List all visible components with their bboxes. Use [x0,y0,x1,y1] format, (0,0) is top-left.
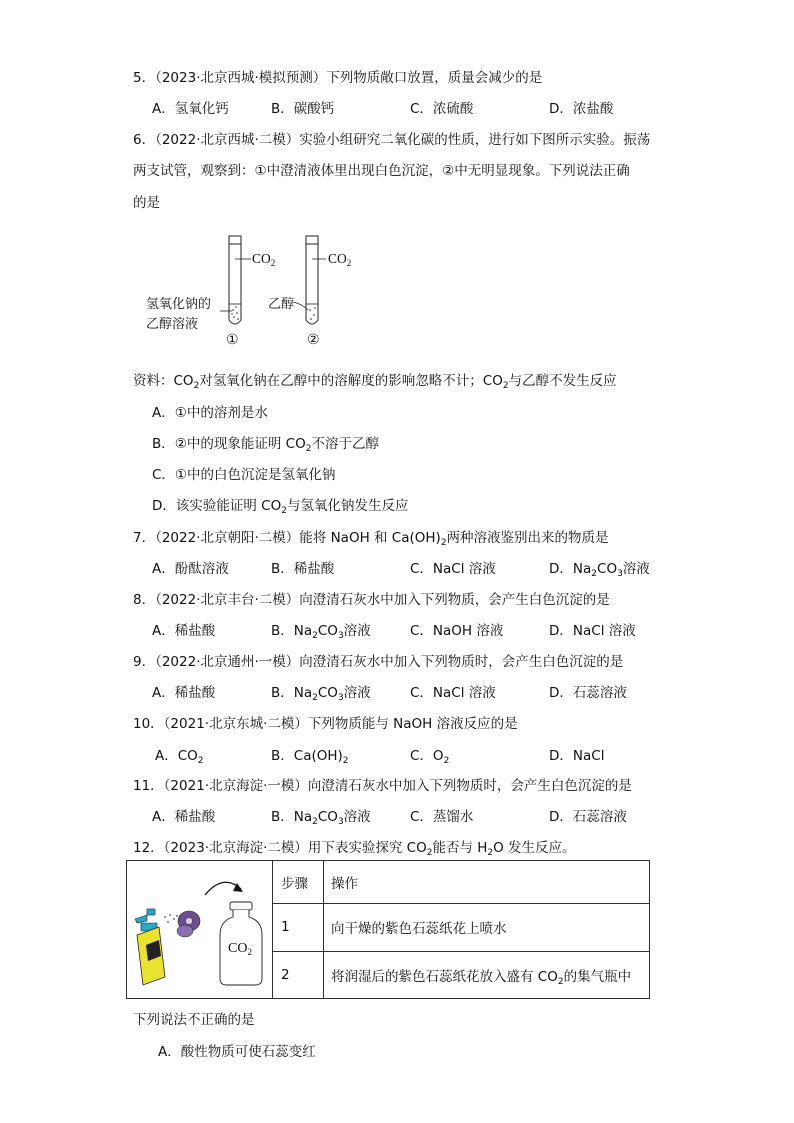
tube1-body [229,244,241,324]
q11-option-d: D．石蕊溶液 [549,809,627,825]
tube2-stopper [306,236,318,244]
q12-steps-table [126,860,650,999]
q9-option-c: C．NaCl 溶液 [410,685,496,701]
q5-option-a: A．氢氧化钙 [152,101,229,117]
table-row1-step: 1 [273,904,324,951]
spray-bottle-and-gas-jar-illustration [127,861,272,998]
table-row2-step: 2 [273,951,324,998]
gas-jar-co2-label: $CO_2$ [228,941,252,957]
q10-option-d: D．NaCl [549,748,605,764]
q5-option-b: B．碳酸钙 [271,101,335,117]
q10-option-a: A．$CO_2$ [155,748,204,766]
tube2-body [306,244,318,324]
table-header-step: 步骤 [273,861,324,904]
q6-stem-line1: 6．（2022·北京西城·二模）实验小组研究二氧化碳的性质，进行如下图所示实验。振荡 [133,132,651,148]
table-header-operation: 操作 [324,861,650,904]
tube1-co2-label: $CO_2$ [252,251,276,268]
tube1-stopper [229,236,241,244]
q8-stem: 8．（2022·北京丰台·二模）向澄清石灰水中加入下列物质，会产生白色沉淀的是 [133,592,610,608]
q8-option-d: D．NaCl 溶液 [549,623,636,639]
q7-option-c: C．NaCl 溶液 [410,561,496,577]
q7-option-b: B．稀盐酸 [271,561,335,577]
q6-option-a: A．①中的溶剂是水 [152,405,268,421]
tube1-solution-label-line2: 乙醇溶液 [146,317,199,332]
q7-option-d: D．$Na_2CO_3$溶液 [549,561,650,579]
tube1-number: ① [226,332,239,348]
test-tubes-diagram [140,232,370,352]
q6-stem-line2: 两支试管，观察到：①中澄清液体里出现白色沉淀，②中无明显现象。下列说法正确 [133,163,630,179]
q9-option-d: D．石蕊溶液 [549,685,627,701]
q5-option-d: D．浓盐酸 [549,101,614,117]
tube2-number: ② [307,332,320,348]
q11-stem: 11．（2021·北京海淀·一模）向澄清石灰水中加入下列物质时，会产生白色沉淀的是 [133,778,632,794]
q12-option-a: A．酸性物质可使石蕊变红 [158,1044,316,1060]
q6-stem-line3: 的是 [133,195,160,211]
q11-option-a: A．稀盐酸 [152,809,216,825]
gas-jar-stopper [230,902,252,910]
q10-option-c: C．$O_2$ [410,748,450,766]
q6-option-d: D．该实验能证明 $CO_2$与氢氧化钠发生反应 [152,498,409,516]
q10-option-b: B．$Ca(OH)_2$ [271,748,349,766]
q9-option-b: B．$Na_2CO_3$溶液 [271,685,371,703]
q7-option-a: A．酚酞溶液 [152,561,229,577]
q5-stem: 5．（2023·北京西城·模拟预测）下列物质敞口放置，质量会减少的是 [133,70,543,86]
table-row1-operation: 向干燥的紫色石蕊纸花上喷水 [324,904,650,951]
q9-stem: 9．（2022·北京通州·一模）向澄清石灰水中加入下列物质时，会产生白色沉淀的是 [133,654,624,670]
q12-experiment-image [127,861,273,999]
q6-note: 资料：$CO_2$对氢氧化钠在乙醇中的溶解度的影响忽略不计；$CO_2$与乙醇不发生反应 [133,373,617,391]
q6-option-b: B．②中的现象能证明 $CO_2$不溶于乙醇 [152,436,379,454]
q12-stem: 12．（2023·北京海淀·二模）用下表实验探究 $CO_2$能否与 $H_2O$ 发生反应。 [133,840,576,858]
q7-stem: 7．（2022·北京朝阳·二模）能将 NaOH 和 $Ca(OH)_2$两种溶液鉴别出来的物质是 [133,530,609,548]
q11-option-b: B．$Na_2CO_3$溶液 [271,809,371,827]
q8-option-c: C．NaOH 溶液 [410,623,504,639]
q6-test-tube-figure [140,232,370,352]
q12-question: 下列说法不正确的是 [133,1012,255,1028]
tube1-solution-label-line1: 氢氧化钠的 [146,297,212,312]
q8-option-a: A．稀盐酸 [152,623,216,639]
q5-option-c: C．浓硫酸 [410,101,474,117]
q11-option-c: C．蒸馏水 [410,809,474,825]
q9-option-a: A．稀盐酸 [152,685,216,701]
tube2-ethanol-label: 乙醇 [268,297,295,312]
table-row2-operation: 将润湿后的紫色石蕊纸花放入盛有 $CO_2$的集气瓶中 [324,951,650,998]
tube2-co2-label: $CO_2$ [328,251,352,268]
q8-option-b: B．$Na_2CO_3$溶液 [271,623,371,641]
q10-stem: 10．（2021·北京东城·二模）下列物质能与 NaOH 溶液反应的是 [133,716,518,732]
q6-option-c: C．①中的白色沉淀是氢氧化钠 [152,467,336,483]
